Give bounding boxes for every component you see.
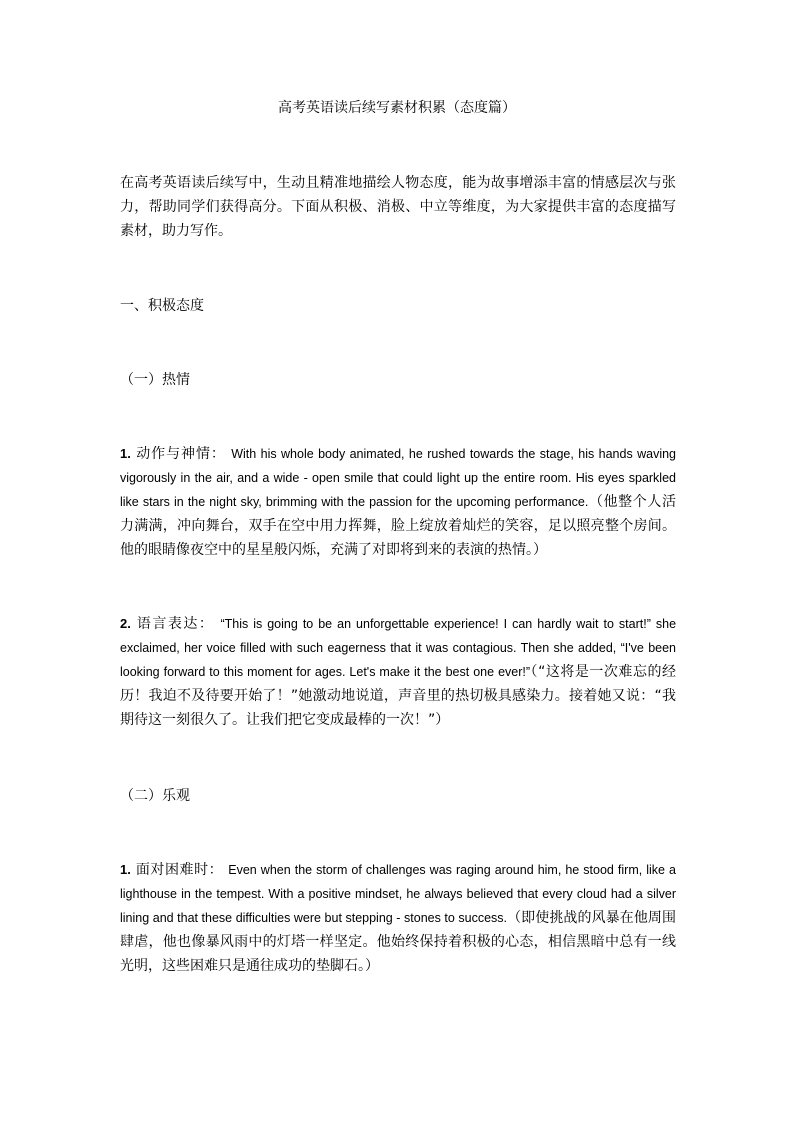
item-number: 1. [120, 862, 131, 877]
section-heading-positive: 一、积极态度 [120, 298, 204, 314]
item-number: 1. [120, 446, 131, 461]
subsection-heading-optimism: （二）乐观 [120, 788, 190, 804]
list-item-optimism-difficulties [120, 858, 676, 978]
item-english-text: With his whole body animated, he rushed towards the stage, his hands waving vigorously in the air, and a wide - open smile that could light up the entire room. His eyes sparkled like stars in the night sky, brimming with the passion for the upcoming performance. [120, 447, 677, 509]
document-title: 高考英语读后续写素材积累（态度篇） [278, 100, 516, 116]
item-label: 面对困难时： [135, 862, 224, 878]
list-item-enthusiasm-actions [120, 442, 676, 562]
item-english-text: Even when the storm of challenges was raging around him, he stood firm, like a lighthouse in the tempest. With a positive mindset, he always believed that every cloud had a silver lining and that these difficulties were but stepping - stones to success. [120, 863, 676, 925]
item-number: 2. [120, 616, 131, 631]
item-chinese-translation: （“这将是一次难忘的经历！我迫不及待要开始了！”她激动地说道，声音里的热切极具感染力。接着她又说：“我期待这一刻很久了。让我们把它变成最棒的一次！”） [120, 664, 676, 728]
item-label: 动作与神情： [136, 446, 226, 462]
item-chinese-translation: （即使挑战的风暴在他周围肆虐，他也像暴风雨中的灯塔一样坚定。他始终保持着积极的心态，相信黑暗中总有一线光明，这些困难只是通往成功的垫脚石。） [120, 910, 677, 974]
subsection-heading-enthusiasm: （一）热情 [120, 372, 190, 388]
item-label: 语言表达： [136, 616, 215, 632]
intro-paragraph: 在高考英语读后续写中，生动且精准地描绘人物态度，能为故事增添丰富的情感层次与张力，帮助同学们获得高分。下面从积极、消极、中立等维度，为大家提供丰富的态度描写素材，助力写作。 [120, 175, 676, 239]
list-item-enthusiasm-speech [120, 612, 676, 732]
item-english-text: “This is going to be an unforgettable experience! I can hardly wait to start!” she exclaimed, her voice filled with such eagerness that it was contagious. Then she added, “I've been looking forward to this moment for ages. Let's make it the best one ever!” [120, 617, 677, 679]
item-chinese-translation: （他整个人活力满满，冲向舞台，双手在空中用力挥舞，脸上绽放着灿烂的笑容，足以照亮整个房间。他的眼睛像夜空中的星星般闪烁，充满了对即将到来的表演的热情。） [120, 494, 676, 558]
